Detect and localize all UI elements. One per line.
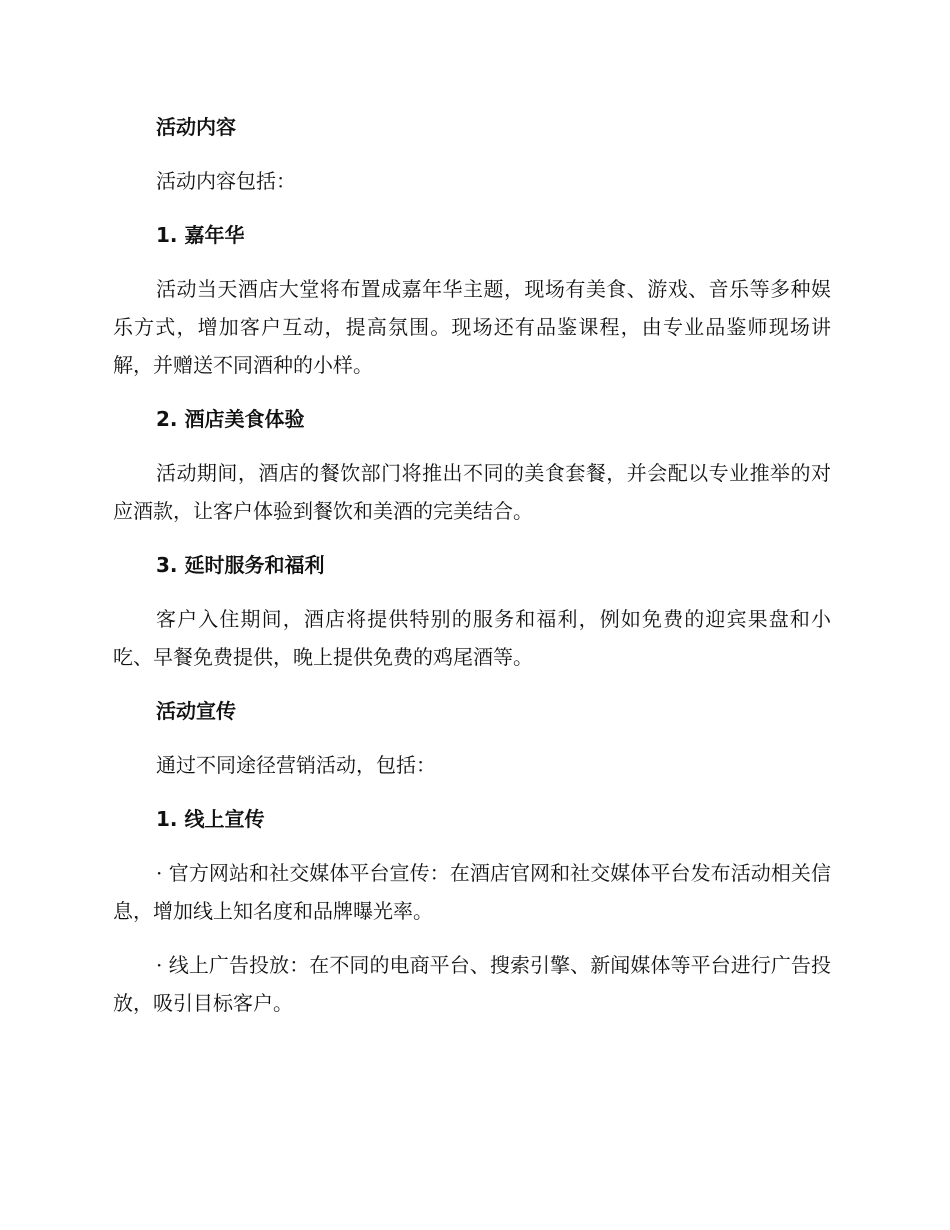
paragraph-intro: 活动内容包括： xyxy=(156,169,296,193)
paragraph-food-experience: 活动期间，酒店的餐饮部门将推出不同的美食套餐，并会配以专业推举的对应酒款，让客户体验到餐饮和美酒的完美结合。 xyxy=(113,461,831,523)
list-item-online-ads: · 线上广告投放：在不同的电商平台、搜索引擎、新闻媒体等平台进行广告投放，吸引目标客户。 xyxy=(113,953,831,1015)
section-heading-promotion: 活动宣传 xyxy=(156,699,236,723)
section-heading-activity-content: 活动内容 xyxy=(156,115,236,139)
paragraph-carnival: 活动当天酒店大堂将布置成嘉年华主题，现场有美食、游戏、音乐等多种娱乐方式，增加客户互动，提高氛围。现场还有品鉴课程，由专业品鉴师现场讲解，并赠送不同酒种的小样。 xyxy=(113,277,831,377)
list-item-official-social: · 官方网站和社交媒体平台宣传：在酒店官网和社交媒体平台发布活动相关信息，增加线上知名度和品牌曝光率。 xyxy=(113,861,831,923)
subheading-food-experience: 2. 酒店美食体验 xyxy=(156,407,305,431)
paragraph-promotion-intro: 通过不同途径营销活动，包括： xyxy=(156,753,436,777)
subheading-carnival: 1. 嘉年华 xyxy=(156,223,245,247)
subheading-services-benefits: 3. 延时服务和福利 xyxy=(156,553,325,577)
paragraph-services-benefits: 客户入住期间，酒店将提供特别的服务和福利，例如免费的迎宾果盘和小吃、早餐免费提供，晚上提供免费的鸡尾酒等。 xyxy=(113,607,831,669)
document-body xyxy=(113,108,831,1022)
subheading-online-promotion: 1. 线上宣传 xyxy=(156,807,265,831)
